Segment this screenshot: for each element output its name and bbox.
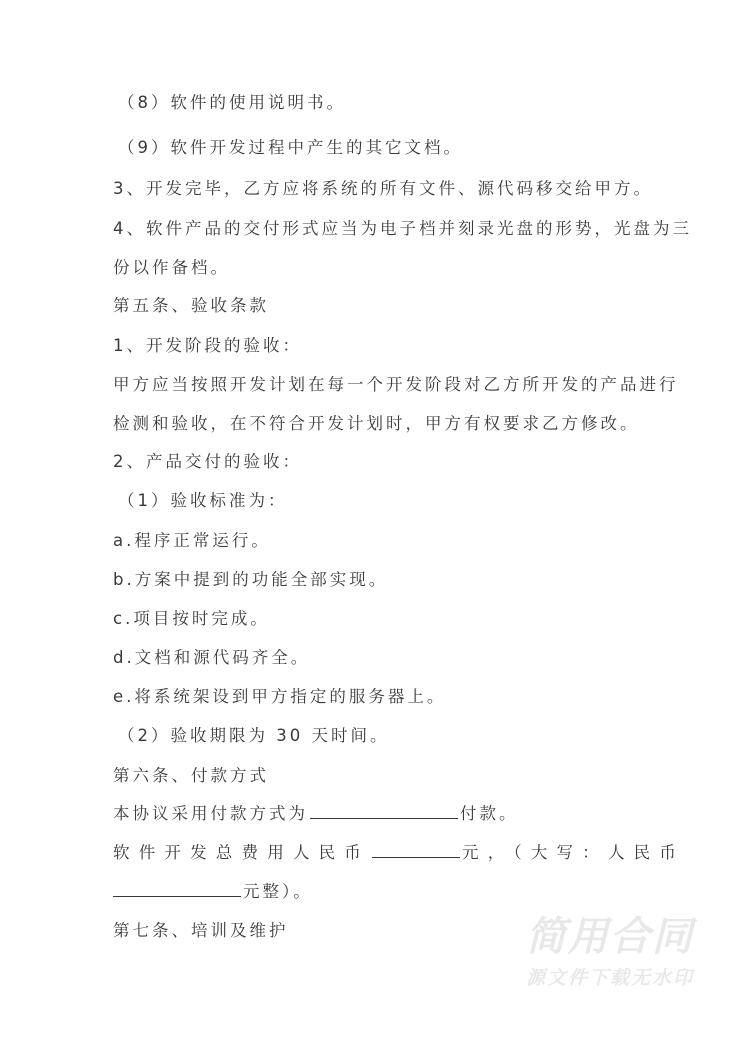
clause-5-1: 1、开发阶段的验收： [113,336,302,355]
section-6-heading: 第六条、付款方式 [113,766,269,785]
payment-method-blank[interactable] [310,804,458,819]
watermark-subtitle: 源文件下载无水印 [525,967,694,989]
clause-3: 3、开发完毕，乙方应将系统的所有文件、源代码移交给甲方。 [113,179,653,198]
criterion-c: c.项目按时完成。 [113,609,270,628]
acceptance-period: （2）验收期限为 30 天时间。 [118,726,390,745]
total-fee-middle: 元，（大写：人民币 [462,843,686,862]
total-fee-capital-blank[interactable] [113,882,241,897]
clause-5-1-body-line1: 甲方应当按照开发计划在每一个开发阶段对乙方所开发的产品进行 [113,375,679,394]
clause-4-line2: 份以作备档。 [113,258,230,277]
payment-method-prefix: 本协议采用付款方式为 [113,804,308,823]
watermark [510,915,710,991]
total-fee-amount-blank[interactable] [372,843,460,858]
list-item-8: （8）软件的使用说明书。 [118,93,346,112]
section-7-heading: 第七条、培训及维护 [113,921,289,940]
criterion-e: e.将系统架设到甲方指定的服务器上。 [113,687,447,706]
total-fee-line1 [113,842,685,864]
clause-5-1-body-line2: 检测和验收，在不符合开发计划时，甲方有权要求乙方修改。 [113,414,640,433]
total-fee-prefix: 软件开发总费用人民币 [113,843,370,862]
total-fee-line2-suffix: 元整）。 [243,882,313,901]
criteria-heading: （1）验收标准为： [118,491,288,510]
payment-method-suffix: 付款。 [460,804,519,823]
clause-5-2: 2、产品交付的验收： [113,452,302,471]
criterion-d: d.文档和源代码齐全。 [113,648,311,667]
criterion-a: a.程序正常运行。 [113,531,271,550]
section-5-heading: 第五条、验收条款 [113,296,269,315]
total-fee-line2 [113,881,313,903]
list-item-9: （9）软件开发过程中产生的其它文档。 [118,138,463,157]
watermark-title: 简用合同 [526,914,694,960]
criterion-b: b.方案中提到的功能全部实现。 [113,570,389,589]
clause-4-line1: 4、软件产品的交付形式应当为电子档并刻录光盘的形势，光盘为三 [113,219,692,238]
payment-method-line [113,803,519,825]
